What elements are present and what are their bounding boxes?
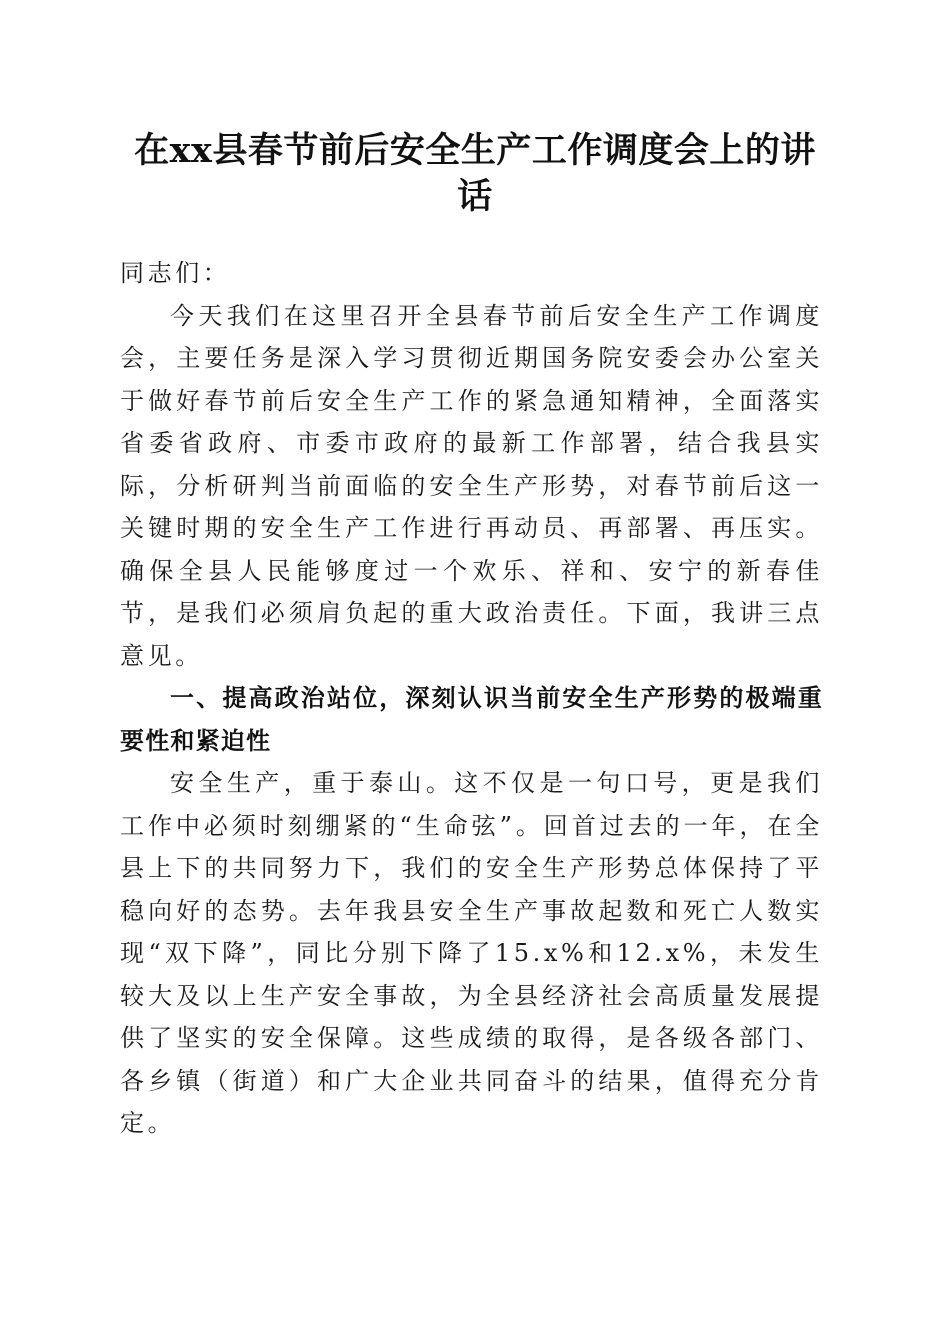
section-heading: 一、提高政治站位，深刻认识当前安全生产形势的极端重要性和紧迫性	[120, 684, 823, 755]
document-body	[120, 252, 823, 1145]
intro-paragraph: 今天我们在这里召开全县春节前后安全生产工作调度会，主要任务是深入学习贯彻近期国务院安委会办公室关于做好春节前后安全生产工作的紧急通知精神，全面落实省委省政府、市委市政府的最新工作部署，结合我县实际，分析研判当前面临的安全生产形势，对春节前后这一关键时期的安全生产工作进行再动员、再部署、再压实。确保全县人民能够度过一个欢乐、祥和、安宁的新春佳节，是我们必须肩负起的重大政治责任。下面，我讲三点意见。	[120, 301, 823, 670]
salutation: 同志们：	[120, 259, 231, 287]
document-title: 在xx县春节前后安全生产工作调度会上的讲话	[134, 130, 816, 217]
section-paragraph: 安全生产，重于泰山。这不仅是一句口号，更是我们工作中必须时刻绷紧的“生命弦”。回首过去的一年，在全县上下的共同努力下，我们的安全生产形势总体保持了平稳向好的态势。去年我县安全生产事故起数和死亡人数实现“双下降”，同比分别下降了15.x%和12.x%，未发生较大及以上生产安全事故，为全县经济社会高质量发展提供了坚实的安全保障。这些成绩的取得，是各级各部门、各乡镇（街道）和广大企业共同奋斗的结果，值得充分肯定。	[120, 769, 823, 1137]
